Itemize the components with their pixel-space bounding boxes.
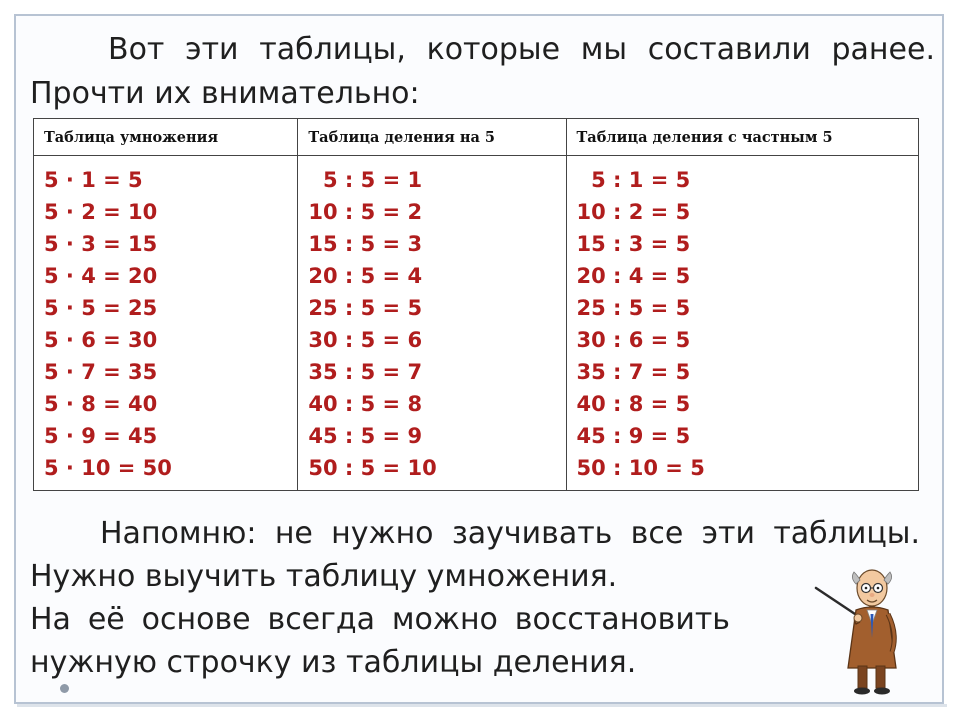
- equation: 45 : 5 = 9: [308, 424, 423, 448]
- header-division-by-5: Таблица деления на 5: [298, 119, 566, 156]
- equation: 35 : 5 = 7: [308, 360, 423, 384]
- equation: 40 : 5 = 8: [308, 392, 423, 416]
- intro-line-2: Прочти их внимательно:: [30, 76, 420, 111]
- equation: 20 : 4 = 5: [576, 264, 691, 288]
- quotient-5-column: [566, 156, 918, 491]
- tables-grid: [33, 118, 919, 491]
- equation: 5 : 5 = 1: [308, 168, 423, 192]
- equation: 50 : 10 = 5: [576, 456, 705, 480]
- equation: 40 : 8 = 5: [576, 392, 691, 416]
- outro-line-2: Нужно выучить таблицу умножения.: [30, 559, 618, 594]
- equation: 20 : 5 = 4: [308, 264, 423, 288]
- equation: 15 : 5 = 3: [308, 232, 423, 256]
- frame-shadow: [17, 704, 947, 707]
- equation: 25 : 5 = 5: [308, 296, 423, 320]
- equation: 5 · 5 = 25: [44, 296, 158, 320]
- intro-line-1: Вот эти таблицы, которые мы составили ранее.: [108, 32, 935, 67]
- bullet-dot: [60, 684, 69, 693]
- equation: 5 : 1 = 5: [576, 168, 691, 192]
- header-quotient-5: Таблица деления с частным 5: [566, 119, 918, 156]
- division-by-5-column: [298, 156, 566, 491]
- equation: 15 : 3 = 5: [576, 232, 691, 256]
- equation: 50 : 5 = 10: [308, 456, 437, 480]
- equation: 45 : 9 = 5: [576, 424, 691, 448]
- equation: 25 : 5 = 5: [576, 296, 691, 320]
- outro-text: [30, 512, 920, 684]
- intro-text: [30, 28, 935, 116]
- equation: 5 · 4 = 20: [44, 264, 158, 288]
- header-multiplication: Таблица умножения: [34, 119, 298, 156]
- outro-line-3: На её основе всегда можно восстановить: [30, 602, 730, 637]
- equation: 30 : 6 = 5: [576, 328, 691, 352]
- equation: 35 : 7 = 5: [576, 360, 691, 384]
- equation: 10 : 2 = 5: [576, 200, 691, 224]
- equation: 5 · 6 = 30: [44, 328, 158, 352]
- equation: 5 · 3 = 15: [44, 232, 158, 256]
- equation: 5 · 7 = 35: [44, 360, 158, 384]
- equation: 30 : 5 = 6: [308, 328, 423, 352]
- equation: 10 : 5 = 2: [308, 200, 423, 224]
- equation: 5 · 8 = 40: [44, 392, 158, 416]
- equation: 5 · 2 = 10: [44, 200, 158, 224]
- equation: 5 · 9 = 45: [44, 424, 158, 448]
- multiplication-column: [34, 156, 298, 491]
- outro-line-4: нужную строчку из таблицы деления.: [30, 645, 637, 680]
- outro-line-1: Напомню: не нужно заучивать все эти таблицы.: [100, 516, 920, 551]
- table-body-row: [34, 156, 919, 491]
- equation: 5 · 1 = 5: [44, 168, 143, 192]
- equation: 5 · 10 = 50: [44, 456, 172, 480]
- teacher-pointer-icon: [812, 558, 924, 698]
- table-header-row: [34, 119, 919, 156]
